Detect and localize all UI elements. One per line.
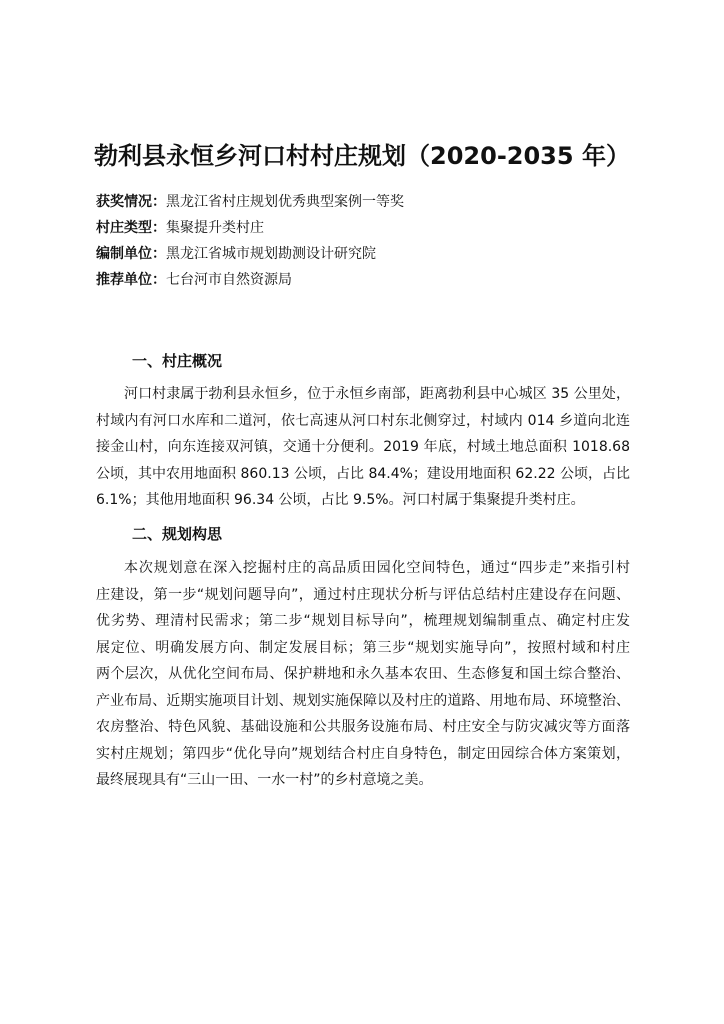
meta-value: 黑龙江省城市规划勘测设计研究院 xyxy=(166,246,376,262)
paragraph-line: 最终展现具有“三山一田、一水一村”的乡村意境之美。 xyxy=(96,772,433,788)
section-paragraph-concept xyxy=(96,555,630,794)
paragraph-line: 村域内有河口水库和二道河，依七高速从河口村东北侧穿过，村域内 014 乡道向北连 xyxy=(96,412,630,429)
paragraph-line: 公顷，其中农用地面积 860.13 公顷，占比 84.4%；建设用地面积 62.22 公顷，占比 xyxy=(96,465,630,482)
meta-row-author xyxy=(96,241,636,267)
paragraph-line: 接金山村，向东连接双河镇，交通十分便利。2019 年底，村域土地总面积 1018.68 xyxy=(96,439,630,455)
section-heading-overview: 一、村庄概况 xyxy=(132,352,223,370)
meta-label: 获奖情况： xyxy=(96,194,166,210)
meta-value: 黑龙江省村庄规划优秀典型案例一等奖 xyxy=(166,194,404,210)
paragraph-line: 实村庄规划；第四步“优化导向”规划结合村庄自身特色，制定田园综合体方案策划， xyxy=(96,745,630,762)
paragraph-line: 农房整治、特色风貌、基础设施和公共服务设施布局、村庄安全与防灾减灾等方面落 xyxy=(96,719,630,735)
paragraph-line: 优劣势、理清村民需求；第二步“规划目标导向”，梳理规划编制重点、确定村庄发 xyxy=(96,613,630,629)
meta-value: 七台河市自然资源局 xyxy=(166,272,292,288)
paragraph-line: 河口村隶属于勃利县永恒乡，位于永恒乡南部，距离勃利县中心城区 35 公里处， xyxy=(124,386,630,402)
meta-value: 集聚提升类村庄 xyxy=(166,220,264,236)
section-paragraph-overview xyxy=(96,381,630,514)
page-title: 勃利县永恒乡河口村村庄规划（2020-2035 年） xyxy=(94,142,630,170)
meta-label: 编制单位： xyxy=(96,246,166,262)
section-heading-concept: 二、规划构思 xyxy=(132,525,223,543)
meta-row-award xyxy=(96,189,636,215)
paragraph-line: 产业布局、近期实施项目计划、规划实施保障以及村庄的道路、用地布局、环境整治、 xyxy=(96,692,630,709)
meta-label: 推荐单位： xyxy=(96,272,166,288)
meta-block xyxy=(96,189,636,293)
meta-row-recommender xyxy=(96,267,636,293)
meta-row-type xyxy=(96,215,636,241)
paragraph-line: 本次规划意在深入挖掘村庄的高品质田园化空间特色，通过“四步走”来指引村 xyxy=(124,560,630,576)
paragraph-line: 6.1%；其他用地面积 96.34 公顷，占比 9.5%。河口村属于集聚提升类村庄。 xyxy=(96,492,585,508)
paragraph-line: 展定位、明确发展方向、制定发展目标；第三步“规划实施导向”，按照村域和村庄 xyxy=(96,639,630,656)
meta-label: 村庄类型： xyxy=(96,220,166,236)
paragraph-line: 两个层次，从优化空间布局、保护耕地和永久基本农田、生态修复和国土综合整治、 xyxy=(96,666,630,682)
paragraph-line: 庄建设，第一步“规划问题导向”，通过村庄现状分析与评估总结村庄建设存在问题、 xyxy=(96,586,630,603)
